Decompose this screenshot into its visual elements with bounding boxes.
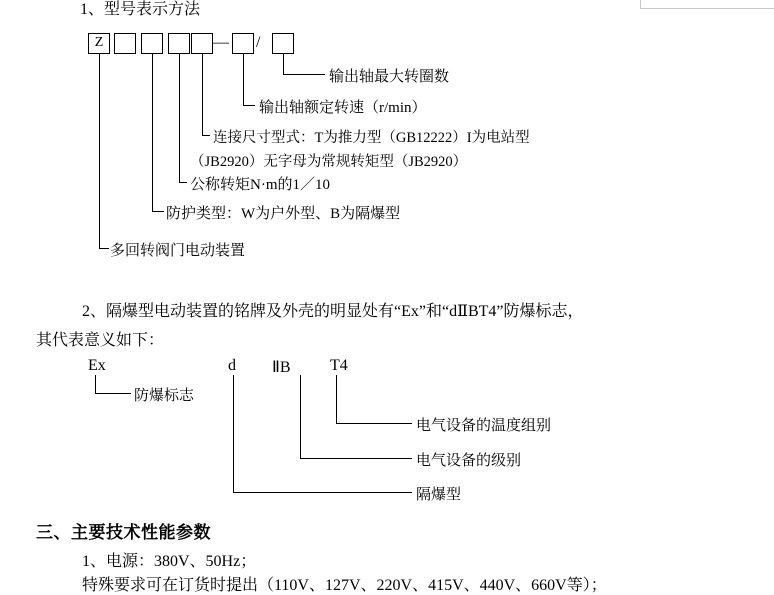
callout-label-7: 多回转阀门电动装置 <box>110 243 246 259</box>
section2-line1-text: 隔爆型电动装置的铭牌及外壳的明显处有“Ex”和“dⅡBT4”防爆标志， <box>106 303 584 320</box>
section3-heading: 三、主要技术性能参数 <box>36 523 211 542</box>
leader-line-v-iib <box>300 375 301 458</box>
callout-label-6: 防护类型：W为户外型、B为隔爆型 <box>166 206 401 222</box>
leader-line-v-2 <box>243 54 244 105</box>
leader-line-v-5 <box>179 54 180 182</box>
code-box-2 <box>114 33 136 54</box>
code-box-4 <box>168 33 190 54</box>
callout-label-d: 隔爆型 <box>416 487 462 503</box>
leader-line-h-iib <box>300 458 412 459</box>
callout-label-3: 连接尺寸型式：T为推力型（GB12222）I为电站型 <box>213 130 530 146</box>
callout-label-iib: 电气设备的级别 <box>416 453 522 469</box>
leader-line-h-7 <box>99 248 109 249</box>
mark-d: d <box>228 357 236 374</box>
mark-ex: Ex <box>88 357 106 374</box>
leader-line-h-6 <box>152 211 164 212</box>
leader-line-h-3 <box>202 135 210 136</box>
callout-label-t4: 电气设备的温度组别 <box>416 418 552 434</box>
leader-line-v-3 <box>202 54 203 135</box>
section3-item-1: 1、电源：380V、50Hz； <box>82 553 257 570</box>
code-box-5 <box>191 33 213 54</box>
leader-line-h-t4 <box>336 423 412 424</box>
section2-number: 2、 <box>82 303 107 320</box>
code-box-7 <box>272 33 294 54</box>
mark-iib: ⅡB <box>272 359 291 376</box>
code-box-6 <box>232 33 254 54</box>
leader-line-v-ex <box>95 375 96 393</box>
section1-number: 1、 <box>80 1 105 18</box>
callout-label-5: 公称转矩N·m的1／10 <box>190 177 330 193</box>
callout-label-2: 输出轴额定转速（r/min） <box>259 100 427 116</box>
leader-line-v-6 <box>152 54 153 211</box>
leader-line-h-ex <box>95 393 131 394</box>
leader-line-v-d <box>233 375 234 492</box>
top-right-corner-artifact <box>640 0 774 9</box>
callout-label-4: （JB2920）无字母为常规转矩型（JB2920） <box>190 154 468 170</box>
leader-line-v-1 <box>283 54 284 74</box>
leader-line-h-d <box>233 492 412 493</box>
code-box-1-text: Z <box>94 35 104 50</box>
code-box-1 <box>88 33 110 54</box>
callout-label-ex: 防爆标志 <box>134 388 195 404</box>
code-separator-dash: — <box>213 34 229 51</box>
section2-line1 <box>82 298 584 321</box>
leader-line-h-1 <box>283 74 325 75</box>
callout-label-1: 输出轴最大转圈数 <box>329 69 450 85</box>
section1-title: 型号表示方法 <box>104 1 201 18</box>
section2-line2: 其代表意义如下： <box>36 332 165 349</box>
code-separator-slash: / <box>256 34 261 51</box>
mark-t4: T4 <box>330 357 348 374</box>
leader-line-v-t4 <box>336 375 337 423</box>
leader-line-h-5 <box>179 182 187 183</box>
leader-line-v-7 <box>99 54 100 248</box>
section3-item-2: 特殊要求可在订货时提出（110V、127V、220V、415V、440V、660V等）； <box>82 577 607 594</box>
leader-line-h-2 <box>243 105 255 106</box>
code-box-3 <box>141 33 163 54</box>
section1-heading <box>80 2 200 18</box>
